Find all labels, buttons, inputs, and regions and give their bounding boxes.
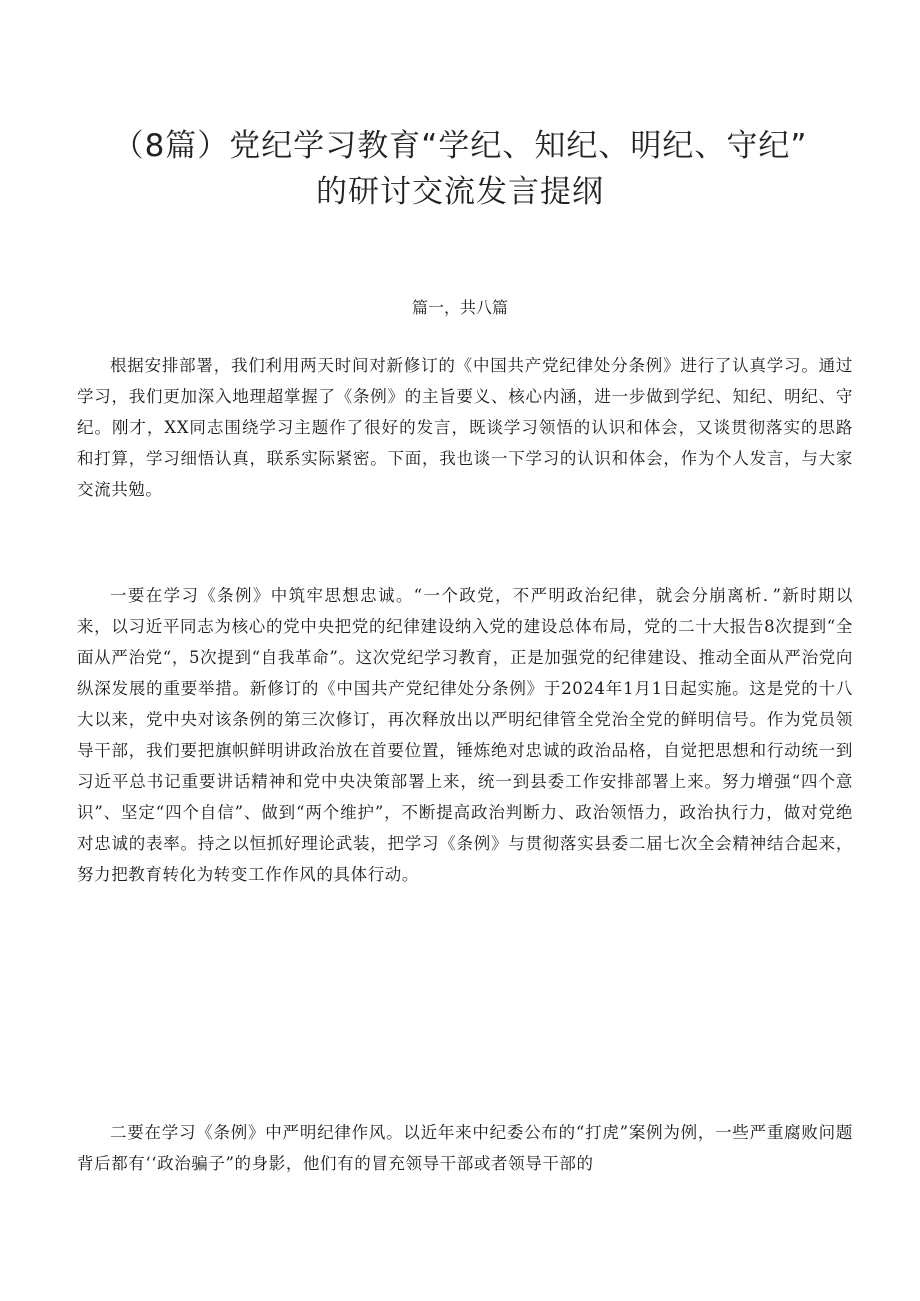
- paragraph-point-two: 二要在学习《条例》中严明纪律作风。以近年来中纪委公布的“打虎”案例为例，一些严重腐败问题背后都有‘‘政治骗子”的身影，他们有的冒充领导干部或者领导干部的: [77, 1123, 853, 1173]
- paragraph-point-one: 一要在学习《条例》中筑牢思想忠诚。“一个政党，不严明政治纪律，就会分崩离析．”新时期以来，以习近平同志为核心的党中央把党的纪律建设纳入党的建设总体布局，党的二十大报告8次提到“全面从严治党“，5次提到“自我革命”。这次党纪学习教育，正是加强党的纪律建设、推动全面从严治党向纵深发展的重要举措。新修订的《中国共产党纪律处分条例》于2024年1月1日起实施。这是党的十八大以来，党中央对该条例的第三次修订，再次释放出以严明纪律管全党治全党的鲜明信号。作为党员领导干部，我们要把旗帜鲜明讲政治放在首要位置，锤炼绝对忠诚的政治品格，自觉把思想和行动统一到习近平总书记重要讲话精神和党中央决策部署上来，统一到县委工作安排部署上来。努力增强“四个意识”、坚定“四个自信”、做到“两个维护”，不断提高政治判断力、政治领悟力，政治执行力，做对党绝对忠诚的表率。持之以恒抓好理论武装，把学习《条例》与贯彻落实县委二届七次全会精神结合起来，努力把教育转化为转变工作作风的具体行动。: [77, 586, 853, 884]
- document-title-line-1: （8篇）党纪学习教育“学纪、知纪、明纪、守纪”: [112, 128, 808, 164]
- section-heading: 篇一，共八篇: [411, 298, 508, 317]
- document-title-line-2: 的研讨交流发言提纲: [316, 174, 604, 210]
- paragraph-intro: 根据安排部署，我们利用两天时间对新修订的《中国共产党纪律处分条例》进行了认真学习。通过学习，我们更加深入地理超掌握了《条例》的主旨要义、核心内涵，进一步做到学纪、知纪、明纪、守纪。刚才，XX同志围绕学习主题作了很好的发言，既谈学习领悟的认识和体会，又谈贯彻落实的思路和打算，学习细悟认真，联系实际紧密。下面，我也谈一下学习的认识和体会，作为个人发言，与大家交流共勉。: [77, 356, 853, 499]
